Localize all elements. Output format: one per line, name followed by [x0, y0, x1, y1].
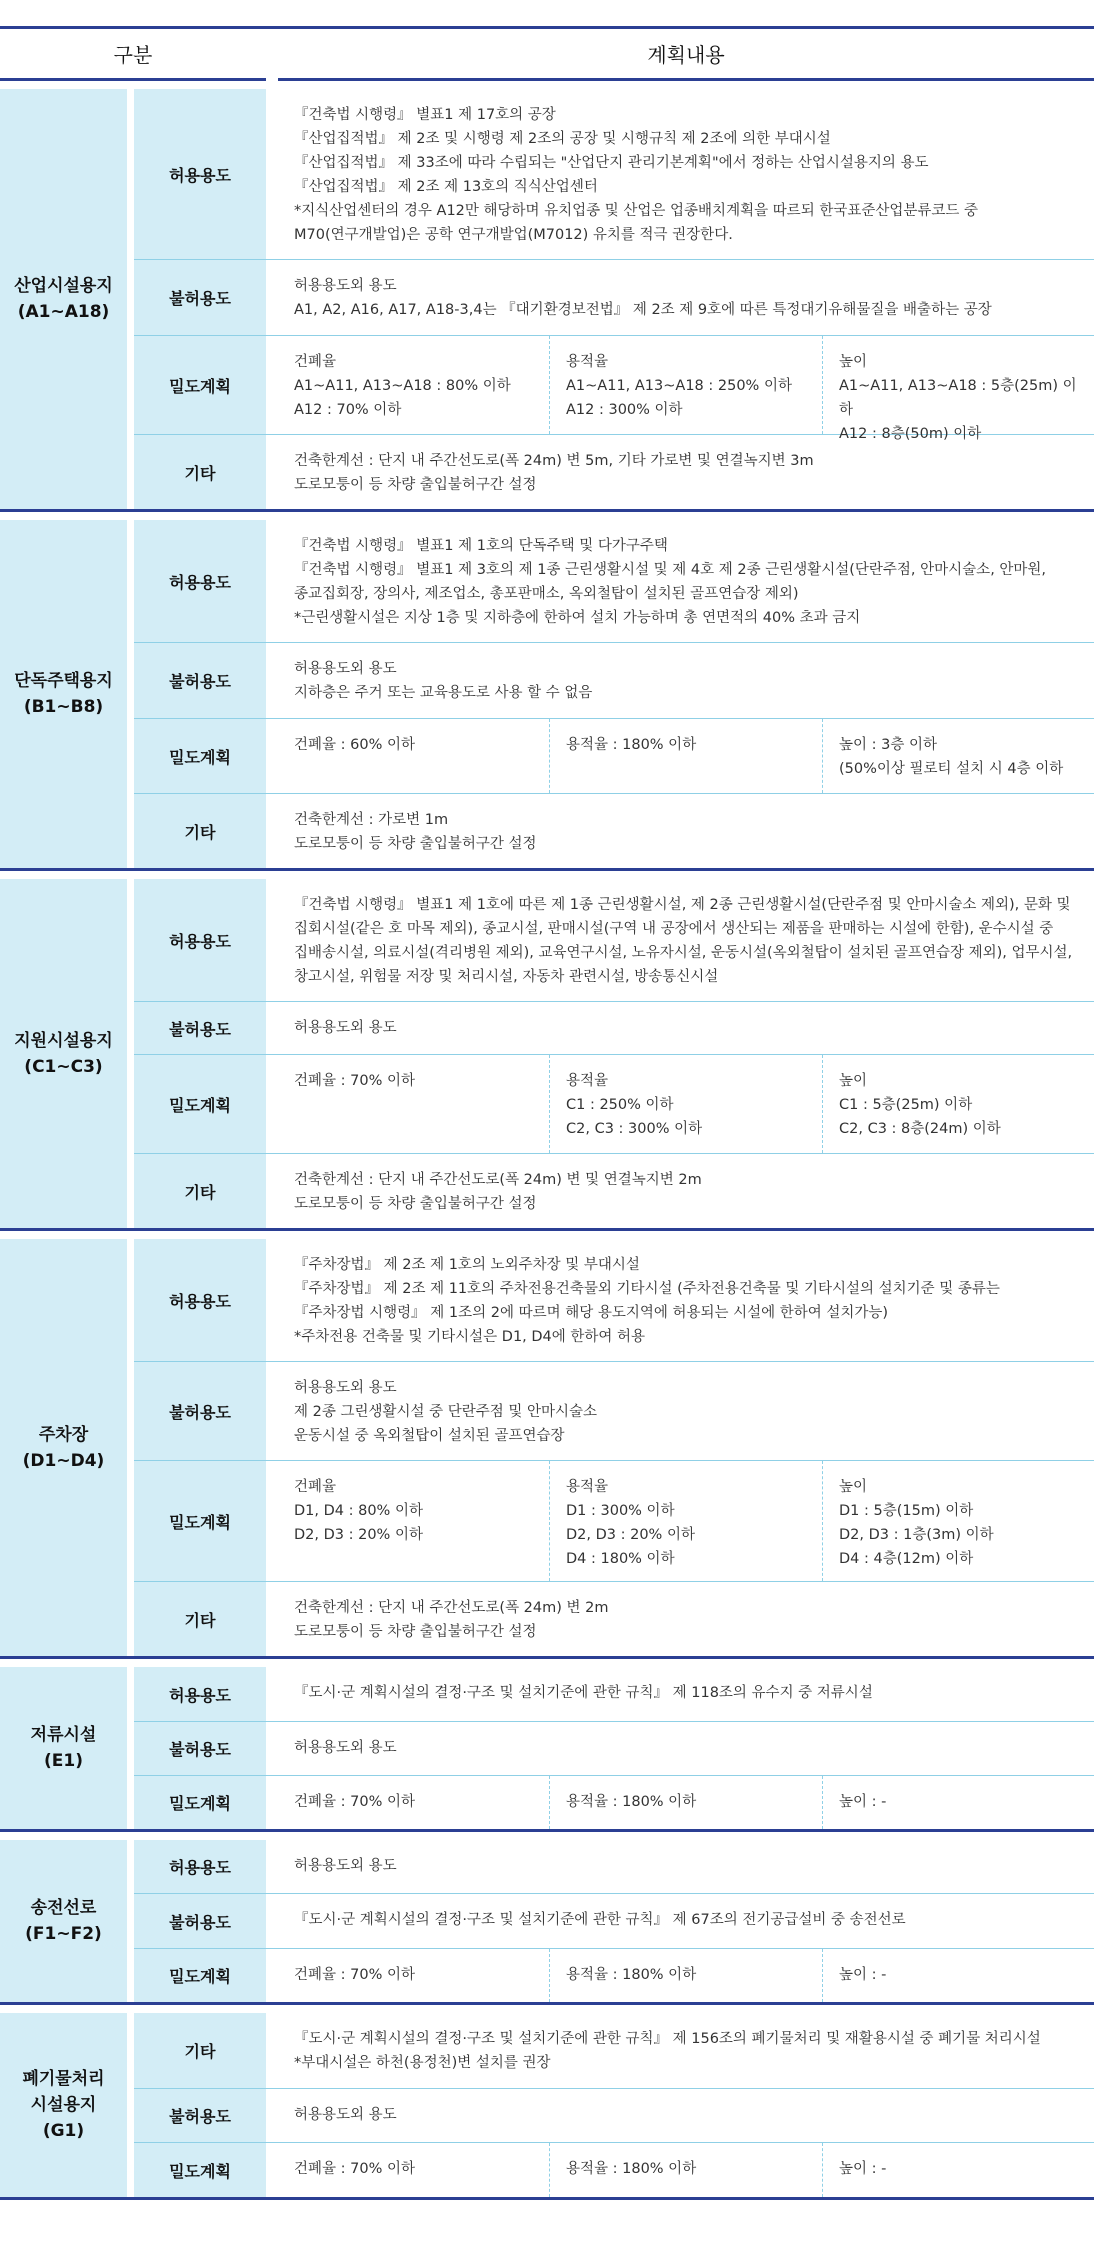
density-text: A1~A11, A13~A18 : 5층(25m) 이하	[839, 378, 1077, 418]
content-cell	[278, 1722, 1094, 1775]
density-text: C1 : 5층(25m) 이하	[839, 1097, 973, 1113]
content-cell	[278, 879, 1094, 1001]
row-label: 밀도계획	[134, 1055, 266, 1153]
plan-row	[134, 1362, 1094, 1461]
plan-row	[134, 2013, 1094, 2089]
row-label: 허용용도	[134, 879, 266, 1001]
density-text: 건폐율 : 70% 이하	[294, 1967, 415, 1983]
density-cells	[278, 1949, 1094, 2002]
plan-row	[134, 1582, 1094, 1656]
content-text: 지하층은 주거 또는 교육용도로 사용 할 수 없음	[294, 685, 593, 701]
density-text: A1~A11, A13~A18 : 80% 이하	[294, 378, 511, 394]
density-text: C2, C3 : 300% 이하	[566, 1121, 703, 1137]
density-cells	[278, 1055, 1094, 1153]
plan-row	[134, 2143, 1094, 2197]
density-text: D1 : 5층(15m) 이하	[839, 1503, 974, 1519]
content-text: 허용용도외 용도	[294, 1020, 397, 1036]
section-block	[0, 89, 1094, 512]
density-text: D2, D3 : 20% 이하	[566, 1527, 695, 1543]
density-text: D2, D3 : 1층(3m) 이하	[839, 1527, 994, 1543]
plan-row	[134, 1461, 1094, 1582]
content-cell	[278, 794, 1094, 868]
content-text: 『주차장법』 제 2조 제 11호의 주차전용건축물외 기타시설 (주차전용건축물 및 기타시설의 설치기준 및 종류는	[294, 1281, 1000, 1297]
content-text: 『건축법 시행령』 별표1 제 3호의 제 1종 근린생활시설 및 제 4호 제 2종 근린생활시설(단란주점, 안마시술소, 안마원,	[294, 562, 1047, 578]
density-column	[550, 719, 823, 793]
category-name: 저류시설	[30, 1725, 97, 1745]
plan-row	[134, 1722, 1094, 1776]
row-label: 불허용도	[134, 2089, 266, 2142]
row-label: 허용용도	[134, 89, 266, 259]
content-cell	[278, 2089, 1094, 2142]
subrows	[134, 520, 1094, 868]
content-text: 건축한계선 : 단지 내 주간선도로(폭 24m) 변 2m	[294, 1600, 609, 1616]
category-name: 주차장	[38, 1424, 89, 1445]
plan-row	[134, 520, 1094, 643]
density-text: A12 : 8층(50m) 이하	[839, 426, 982, 442]
content-text: *부대시설은 하천(용정천)변 설치를 권장	[294, 2055, 551, 2071]
density-text: C1 : 250% 이하	[566, 1097, 674, 1113]
plan-row	[134, 89, 1094, 260]
content-text: 도로모퉁이 등 차량 출입불허구간 설정	[294, 836, 537, 852]
category-cell	[0, 1667, 127, 1829]
row-label: 기타	[134, 1582, 266, 1656]
density-cells	[278, 1776, 1094, 1829]
density-text: 용적율 : 180% 이하	[566, 2161, 697, 2177]
row-label: 불허용도	[134, 1722, 266, 1775]
content-text: 『도시·군 계획시설의 결정·구조 및 설치기준에 관한 규칙』 제 118조의 유수지 중 저류시설	[294, 1685, 873, 1701]
density-text: 용적율	[566, 354, 609, 370]
plan-row	[134, 260, 1094, 336]
subrows	[134, 2013, 1094, 2197]
density-cells	[278, 719, 1094, 793]
content-text: 『도시·군 계획시설의 결정·구조 및 설치기준에 관한 규칙』 제 67조의 전기공급설비 중 송전선로	[294, 1912, 906, 1928]
plan-row	[134, 2089, 1094, 2143]
density-column	[823, 719, 1094, 793]
density-text: D1 : 300% 이하	[566, 1503, 675, 1519]
content-text: 제 2종 그린생활시설 중 단란주점 및 안마시술소	[294, 1404, 598, 1420]
density-column	[278, 2143, 550, 2197]
density-cells	[278, 2143, 1094, 2197]
density-text: 건폐율	[294, 1479, 337, 1495]
category-name: 단독주택용지	[14, 671, 113, 691]
density-text: 용적율 : 180% 이하	[566, 1794, 697, 1810]
content-text: 건축한계선 : 단지 내 주간선도로(폭 24m) 변 및 연결녹지변 2m	[294, 1172, 702, 1188]
content-text: 창고시설, 위험물 저장 및 처리시설, 자동차 관련시설, 방송통신시설	[294, 969, 719, 985]
row-label: 불허용도	[134, 1002, 266, 1054]
density-text: 용적율	[566, 1479, 609, 1495]
content-cell	[278, 1239, 1094, 1361]
content-cell	[278, 1154, 1094, 1228]
density-column	[823, 1949, 1094, 2002]
category-code: (C1~C3)	[24, 1056, 103, 1077]
plan-row	[134, 1894, 1094, 1949]
row-label: 밀도계획	[134, 336, 266, 434]
content-text: 『건축법 시행령』 별표1 제 1호의 단독주택 및 다가구주택	[294, 538, 668, 554]
density-cells	[278, 336, 1094, 442]
density-column	[823, 1776, 1094, 1829]
density-text: (50%이상 필로티 설치 시 4층 이하	[839, 761, 1064, 777]
row-label: 기타	[134, 2013, 266, 2088]
content-text: 허용용도외 용도	[294, 661, 397, 677]
category-cell	[0, 1239, 127, 1656]
density-column	[550, 2143, 823, 2197]
plan-row	[134, 435, 1094, 509]
density-column	[823, 1461, 1094, 1581]
density-text: 높이 : -	[839, 1794, 887, 1810]
plan-row	[134, 879, 1094, 1002]
content-cell	[278, 1840, 1094, 1893]
density-text: 높이 : -	[839, 1967, 887, 1983]
content-text: 도로모퉁이 등 차량 출입불허구간 설정	[294, 1624, 537, 1640]
row-label: 밀도계획	[134, 2143, 266, 2197]
row-label: 불허용도	[134, 1362, 266, 1460]
category-code: (F1~F2)	[25, 1924, 102, 1944]
content-text: 『건축법 시행령』 별표1 제 17호의 공장	[294, 107, 556, 123]
category-code: (G1)	[42, 2121, 85, 2141]
content-text: 건축한계선 : 단지 내 주간선도로(폭 24m) 변 5m, 기타 가로변 및 연결녹지변 3m	[294, 453, 814, 469]
plan-row	[134, 719, 1094, 794]
content-text: 『산업집적법』 제 2조 및 시행령 제 2조의 공장 및 시행규칙 제 2조에 의한 부대시설	[294, 131, 831, 147]
content-text: 『산업집적법』 제 33조에 따라 수립되는 "산업단지 관리기본계획"에서 정하는 산업시설용지의 용도	[294, 155, 929, 171]
density-text: C2, C3 : 8층(24m) 이하	[839, 1121, 1001, 1137]
density-column	[823, 336, 1094, 442]
density-text: D4 : 4층(12m) 이하	[839, 1551, 974, 1567]
density-text: 건폐율 : 70% 이하	[294, 1794, 415, 1810]
density-cells	[278, 1461, 1094, 1581]
content-text: 도로모퉁이 등 차량 출입불허구간 설정	[294, 477, 537, 493]
density-column	[278, 1461, 550, 1581]
density-column	[278, 1949, 550, 2002]
subrows	[134, 879, 1094, 1228]
category-code: (B1~B8)	[23, 697, 104, 717]
density-text: A1~A11, A13~A18 : 250% 이하	[566, 378, 792, 394]
section-block	[0, 2013, 1094, 2200]
section-block	[0, 1840, 1094, 2005]
plan-row	[134, 1949, 1094, 2002]
section-block	[0, 879, 1094, 1231]
category-cell	[0, 89, 127, 509]
row-label: 허용용도	[134, 520, 266, 642]
content-cell	[278, 89, 1094, 259]
row-label: 밀도계획	[134, 1776, 266, 1829]
category-code: (D1~D4)	[22, 1450, 105, 1471]
content-cell	[278, 1667, 1094, 1721]
content-text: 건축한계선 : 가로변 1m	[294, 812, 449, 828]
plan-row	[134, 1002, 1094, 1055]
content-cell	[278, 1582, 1094, 1656]
subrows	[134, 1840, 1094, 2002]
section-block	[0, 520, 1094, 871]
density-column	[550, 1461, 823, 1581]
category-cell	[0, 1840, 127, 2002]
row-label: 불허용도	[134, 643, 266, 718]
plan-row	[134, 336, 1094, 442]
content-text: 허용용도외 용도	[294, 2107, 397, 2123]
content-text: 운동시설 중 옥외철탑이 설치된 골프연습장	[294, 1428, 565, 1444]
plan-row	[134, 1776, 1094, 1829]
category-name: 송전선로	[30, 1898, 97, 1918]
row-label: 밀도계획	[134, 1461, 266, 1581]
row-label: 허용용도	[134, 1840, 266, 1893]
plan-row	[134, 1055, 1094, 1154]
row-label: 밀도계획	[134, 1949, 266, 2002]
content-text: 『도시·군 계획시설의 결정·구조 및 설치기준에 관한 규칙』 제 156조의 폐기물처리 및 재활용시설 중 폐기물 처리시설	[294, 2031, 1041, 2047]
content-text: 『산업집적법』 제 2조 제 13호의 직식산업센터	[294, 179, 598, 195]
row-label: 기타	[134, 435, 266, 509]
content-cell	[278, 643, 1094, 718]
category-code: (A1~A18)	[17, 302, 110, 322]
header-category: 구분	[0, 29, 266, 81]
content-text: 허용용도외 용도	[294, 278, 397, 294]
subrows	[134, 89, 1094, 509]
plan-row	[134, 794, 1094, 868]
density-column	[278, 1055, 550, 1153]
density-column	[550, 1776, 823, 1829]
content-text: 도로모퉁이 등 차량 출입불허구간 설정	[294, 1196, 537, 1212]
row-label: 허용용도	[134, 1667, 266, 1721]
content-text: M70(연구개발업)은 공학 연구개발업(M7012) 유치를 적극 권장한다.	[294, 227, 733, 243]
density-text: D1, D4 : 80% 이하	[294, 1503, 423, 1519]
density-text: 높이	[839, 1073, 868, 1089]
density-text: 건폐율 : 70% 이하	[294, 1073, 415, 1089]
content-text: 허용용도외 용도	[294, 1380, 397, 1396]
header-plan-content: 계획내용	[278, 29, 1094, 81]
content-cell	[278, 2013, 1094, 2088]
density-text: 높이 : -	[839, 2161, 887, 2177]
table-body	[0, 89, 1094, 2200]
plan-row	[134, 1667, 1094, 1722]
density-text: A12 : 300% 이하	[566, 402, 683, 418]
content-text: 『건축법 시행령』 별표1 제 1호에 따른 제 1종 근린생활시설, 제 2종 근린생활시설(단란주점 및 안마시술소 제외), 문화 및	[294, 897, 1071, 913]
density-text: 용적율	[566, 1073, 609, 1089]
density-column	[278, 336, 550, 434]
density-text: 건폐율 : 70% 이하	[294, 2161, 415, 2177]
content-cell	[278, 1894, 1094, 1948]
content-text: 집배송시설, 의료시설(격리병원 제외), 교육연구시설, 노유자시설, 운동시설(옥외철탑이 설치된 골프연습장 제외), 업무시설,	[294, 945, 1073, 961]
density-text: 용적율 : 180% 이하	[566, 737, 697, 753]
content-text: A1, A2, A16, A17, A18-3,4는 『대기환경보전법』 제 2조 제 9호에 따른 특정대기유해물질을 배출하는 공장	[294, 302, 992, 318]
row-label: 허용용도	[134, 1239, 266, 1361]
content-text: 『주차장법』 제 2조 제 1호의 노외주차장 및 부대시설	[294, 1257, 640, 1273]
density-column	[550, 1949, 823, 2002]
row-label: 불허용도	[134, 260, 266, 335]
content-cell	[278, 435, 1094, 509]
content-text: *근린생활시설은 지상 1층 및 지하층에 한하여 설치 가능하며 총 연면적의 40% 초과 금지	[294, 610, 861, 626]
subrows	[134, 1667, 1094, 1829]
category-cell	[0, 2013, 127, 2197]
row-label: 기타	[134, 1154, 266, 1228]
category-code: (E1)	[44, 1751, 83, 1771]
density-text: D4 : 180% 이하	[566, 1551, 675, 1567]
density-column	[278, 719, 550, 793]
plan-row	[134, 1840, 1094, 1894]
density-column	[278, 1776, 550, 1829]
content-cell	[278, 1002, 1094, 1054]
row-label: 불허용도	[134, 1894, 266, 1948]
category-cell	[0, 520, 127, 868]
category-cell	[0, 879, 127, 1228]
density-column	[823, 2143, 1094, 2197]
density-text: 높이	[839, 354, 868, 370]
content-cell	[278, 520, 1094, 642]
section-block	[0, 1667, 1094, 1832]
subrows	[134, 1239, 1094, 1656]
density-column	[550, 1055, 823, 1153]
density-text: 높이 : 3층 이하	[839, 737, 937, 753]
density-column	[550, 336, 823, 434]
category-name: 지원시설용지	[14, 1030, 113, 1051]
row-label: 기타	[134, 794, 266, 868]
content-text: *지식산업센터의 경우 A12만 해당하며 유치업종 및 산업은 업종배치계획을 따르되 한국표준산업분류코드 중	[294, 203, 979, 219]
content-cell	[278, 1362, 1094, 1460]
plan-row	[134, 643, 1094, 719]
density-text: D2, D3 : 20% 이하	[294, 1527, 423, 1543]
content-text: 『주차장법 시행령』 제 1조의 2에 따르며 해당 용도지역에 허용되는 시설에 한하여 설치가능)	[294, 1305, 889, 1321]
content-text: 허용용도외 용도	[294, 1740, 397, 1756]
density-text: 용적율 : 180% 이하	[566, 1967, 697, 1983]
content-text: 허용용도외 용도	[294, 1858, 397, 1874]
density-text: 건폐율 : 60% 이하	[294, 737, 415, 753]
plan-row	[134, 1154, 1094, 1228]
density-text: A12 : 70% 이하	[294, 402, 402, 418]
density-text: 높이	[839, 1479, 868, 1495]
section-block	[0, 1239, 1094, 1659]
density-text: 건폐율	[294, 354, 337, 370]
content-cell	[278, 260, 1094, 335]
plan-row	[134, 1239, 1094, 1362]
row-label: 밀도계획	[134, 719, 266, 793]
content-text: 집회시설(같은 호 마목 제외), 종교시설, 판매시설(구역 내 공장에서 생산되는 제품을 판매하는 시설에 한함), 운수시설 중	[294, 921, 1054, 937]
content-text: *주차전용 건축물 및 기타시설은 D1, D4에 한하여 허용	[294, 1329, 646, 1345]
content-text: 종교집회장, 장의사, 제조업소, 총포판매소, 옥외철탑이 설치된 골프연습장 제외)	[294, 586, 799, 602]
density-column	[823, 1055, 1094, 1153]
table-header	[0, 26, 1094, 81]
category-name: 폐기물처리 시설용지	[22, 2069, 105, 2115]
category-name: 산업시설용지	[14, 276, 113, 296]
